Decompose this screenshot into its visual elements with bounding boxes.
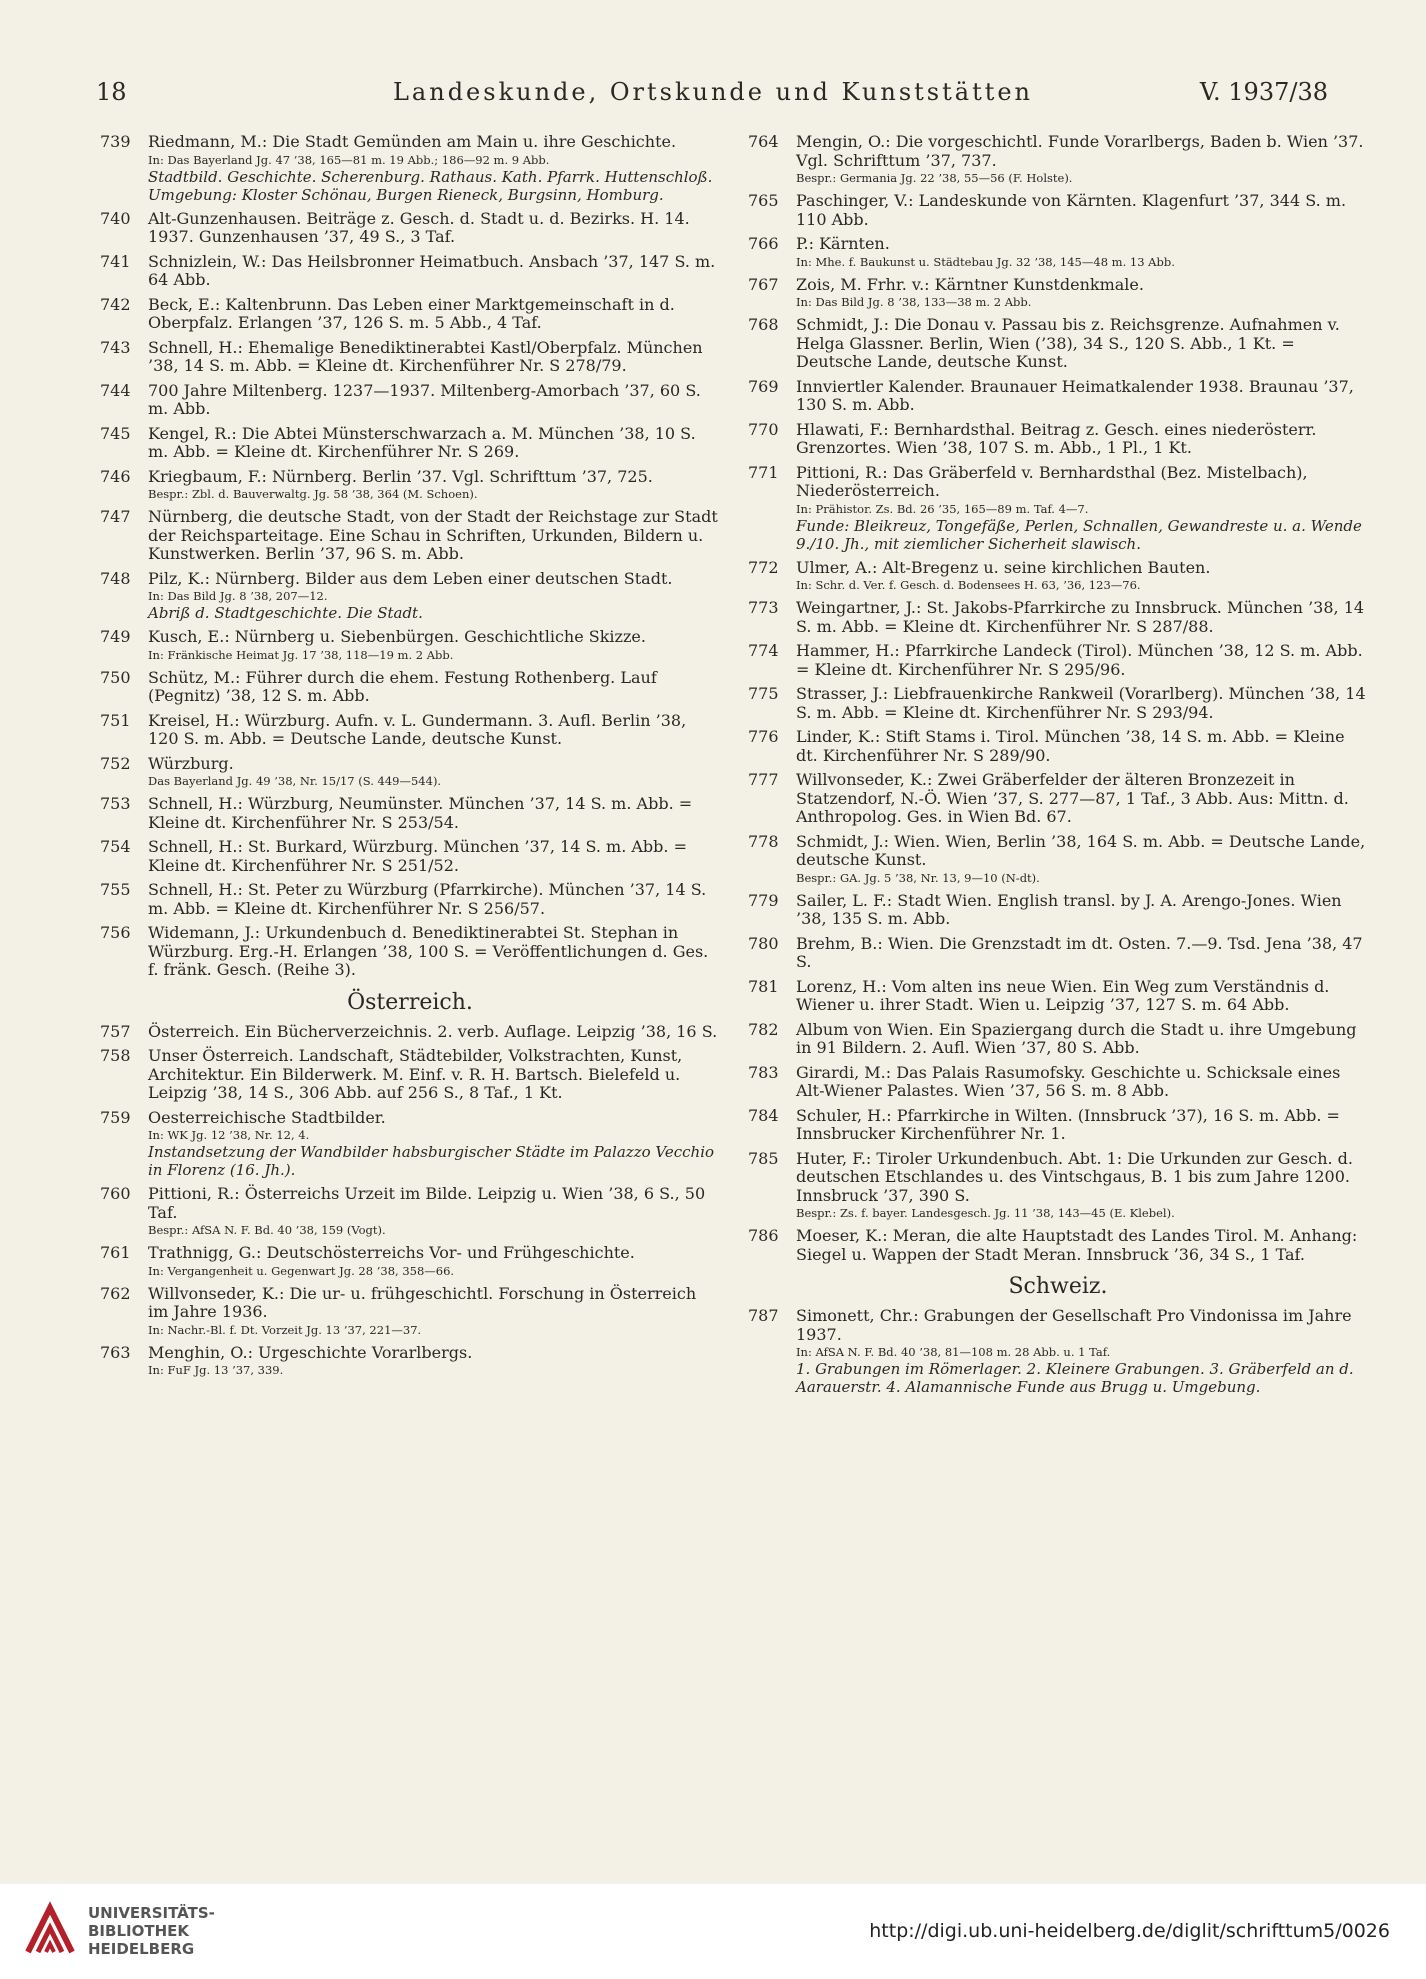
bibliography-entry <box>748 771 1368 827</box>
entry-number: 773 <box>748 598 779 617</box>
entry-number: 783 <box>748 1062 779 1082</box>
bibliography-entry <box>748 935 1368 972</box>
bibliography-entry <box>748 642 1368 679</box>
bibliography-entry <box>100 755 720 790</box>
entry-number: 778 <box>748 831 779 851</box>
bibliography-entry <box>748 1107 1368 1144</box>
entry-text: Ulmer, A.: Alt-Bregenz u. seine kirchlichen Bauten. <box>796 557 1211 577</box>
entry-text: Trathnigg, G.: Deutschösterreichs Vor- und Frühgeschichte. <box>148 1243 635 1262</box>
entry-number: 755 <box>100 880 131 899</box>
entry-number: 758 <box>100 1046 131 1065</box>
entry-text: Brehm, B.: Wien. Die Grenzstadt im dt. Osten. 7.—9. Tsd. Jena ’38, 47 S. <box>796 933 1363 971</box>
entry-source: Bespr.: Germania Jg. 22 ’38, 55—56 (F. Holste). <box>796 171 1073 185</box>
entry-number: 743 <box>100 337 131 357</box>
bibliography-entry <box>100 210 720 247</box>
entry-text: Schuler, H.: Pfarrkirche in Wilten. (Innsbruck ’37), 16 S. m. Abb. = Innsbrucker Kirchenführer Nr. 1. <box>796 1105 1340 1143</box>
entry-note: Funde: Bleikreuz, Tongefäße, Perlen, Schnallen, Gewandreste u. a. Wende 9./10. Jh., mit ziemlicher Sicherheit slawisch. <box>796 516 1362 553</box>
entry-text: Oesterreichische Stadtbilder. <box>148 1107 386 1127</box>
entry-number: 749 <box>100 627 131 646</box>
section-heading-switzerland: Schweiz. <box>1008 1274 1108 1299</box>
bibliography-entry <box>748 1021 1368 1058</box>
entry-text: Kusch, E.: Nürnberg u. Siebenbürgen. Geschichtliche Skizze. <box>148 627 646 646</box>
entry-text: Kreisel, H.: Würzburg. Aufn. v. L. Gundermann. 3. Aufl. Berlin ’38, 120 S. m. Abb. = Deutsche Lande, deutsche Kunst. <box>148 710 687 748</box>
entry-text: Kengel, R.: Die Abtei Münsterschwarzach a. M. München ’38, 10 S. m. Abb. = Kleine dt. Kirchenführer Nr. S 269. <box>148 423 696 461</box>
entry-text: Sailer, L. F.: Stadt Wien. English transl. by J. A. Arengo-Jones. Wien ’38, 135 S. m. Abb. <box>796 890 1342 928</box>
entry-text: Schnell, H.: St. Peter zu Würzburg (Pfarrkirche). München ’37, 14 S. m. Abb. = Kleine dt. Kirchenführer Nr. S 256/57. <box>148 880 707 918</box>
entry-text: Hammer, H.: Pfarrkirche Landeck (Tirol). München ’38, 12 S. m. Abb. = Kleine dt. Kirchenführer Nr. S 295/96. <box>796 641 1363 679</box>
bibliography-entry <box>748 192 1368 229</box>
volume-label: V. 1937/38 <box>1199 78 1328 106</box>
entry-number: 781 <box>748 976 779 996</box>
entry-text: Widemann, J.: Urkundenbuch d. Benediktinerabtei St. Stephan in Würzburg. Erg.-H. Erlangen ’38, 100 S. = Veröffentlichungen d. Ges. f. fränk. Gesch. (Reihe 3). <box>148 923 709 979</box>
right-entries <box>748 133 1368 1264</box>
entry-text: Pittioni, R.: Österreichs Urzeit im Bilde. Leipzig u. Wien ’38, 6 S., 50 Taf. <box>148 1184 706 1222</box>
bibliography-entry <box>748 1064 1368 1101</box>
entry-number: 741 <box>100 251 131 271</box>
entry-note: Instandsetzung der Wandbilder habsburgischer Städte im Palazzo Vecchio in Florenz (16. Jh.). <box>148 1143 715 1179</box>
entry-number: 760 <box>100 1184 131 1203</box>
bibliography-entry <box>100 382 720 419</box>
right-column <box>748 133 1368 1402</box>
entry-text: Linder, K.: Stift Stams i. Tirol. München ’38, 14 S. m. Abb. = Kleine dt. Kirchenführer Nr. S 289/90. <box>796 727 1345 765</box>
entry-number: 754 <box>100 837 131 856</box>
bibliography-entry <box>100 508 720 564</box>
entry-number: 750 <box>100 667 131 687</box>
entry-number: 740 <box>100 208 131 228</box>
bibliography-entry <box>100 253 720 290</box>
entry-number: 752 <box>100 753 131 773</box>
entry-text: Hlawati, F.: Bernhardsthal. Beitrag z. Gesch. eines niederösterr. Grenzortes. Wien ’38, 107 S. m. Abb., 1 Pl., 1 Kt. <box>796 419 1317 457</box>
entry-number: 768 <box>748 315 779 334</box>
entry-number: 784 <box>748 1105 779 1125</box>
entry-source: In: Mhe. f. Baukunst u. Städtebau Jg. 32 ’38, 145—48 m. 13 Abb. <box>796 254 1175 269</box>
entry-text: Österreich. Ein Bücherverzeichnis. 2. verb. Auflage. Leipzig ’38, 16 S. <box>148 1021 718 1041</box>
entry-number: 744 <box>100 380 131 400</box>
bibliography-entry <box>748 378 1368 415</box>
entry-text: Strasser, J.: Liebfrauenkirche Rankweil (Vorarlberg). München ’38, 14 S. m. Abb. = Kleine dt. Kirchenführer Nr. S 293/94. <box>796 684 1366 722</box>
bibliography-entry <box>748 833 1368 886</box>
bibliography-entry <box>748 599 1368 636</box>
entry-number: 764 <box>748 132 779 151</box>
bibliography-entry <box>748 276 1368 311</box>
left-entries <box>100 133 720 980</box>
bibliography-entry <box>748 978 1368 1015</box>
entry-source: In: Das Bild Jg. 8 ’38, 133—38 m. 2 Abb. <box>796 295 1032 309</box>
bibliography-entry <box>100 1285 720 1338</box>
entry-number: 765 <box>748 191 779 210</box>
bibliography-entry <box>100 1344 720 1379</box>
bibliography-entry <box>748 464 1368 553</box>
entry-number: 759 <box>100 1107 131 1127</box>
entry-note: 1. Grabungen im Römerlager. 2. Kleinere Grabungen. 3. Gräberfeld an d. Aarauerstr. 4. Alamannische Funde aus Brugg u. Umgebung. <box>796 1360 1354 1396</box>
bibliography-entry <box>100 1244 720 1279</box>
bibliography-entry <box>748 685 1368 722</box>
entry-text: Schmidt, J.: Wien. Wien, Berlin ’38, 164 S. m. Abb. = Deutsche Lande, deutsche Kunst. <box>796 831 1366 869</box>
entry-number: 751 <box>100 710 131 730</box>
entry-number: 782 <box>748 1019 779 1039</box>
bibliography-entry <box>100 1047 720 1103</box>
entry-text: Schnell, H.: Würzburg, Neumünster. München ’37, 14 S. m. Abb. = Kleine dt. Kirchenführer Nr. S 253/54. <box>148 794 693 832</box>
entry-text: Innviertler Kalender. Braunauer Heimatkalender 1938. Braunau ’37, 130 S. m. Abb. <box>796 376 1354 414</box>
entry-source: In: Das Bayerland Jg. 47 ’38, 165—81 m. 19 Abb.; 186—92 m. 9 Abb. <box>148 152 550 167</box>
entry-number: 777 <box>748 770 779 789</box>
right-entries-switzerland <box>748 1307 1368 1396</box>
entry-number: 748 <box>100 568 131 588</box>
entry-number: 766 <box>748 234 779 253</box>
entry-number: 762 <box>100 1283 131 1303</box>
entry-source: Bespr.: Zs. f. bayer. Landesgesch. Jg. 11 ’38, 143—45 (E. Klebel). <box>796 1206 1175 1220</box>
entry-text: Willvonseder, K.: Die ur- u. frühgeschichtl. Forschung in Österreich im Jahre 1936. <box>148 1283 697 1321</box>
entry-text: Mengin, O.: Die vorgeschichtl. Funde Vorarlbergs, Baden b. Wien ’37. Vgl. Schrifttum ’37, 737. <box>796 132 1364 170</box>
entry-text: Unser Österreich. Landschaft, Städtebilder, Volkstrachten, Kunst, Architektur. Ein Bilderwerk. M. Einf. v. R. H. Bartsch. Bielefeld u. Leipzig ’38, 14 S., 306 Abb. auf 256 S., 8 Taf., 1 Kt. <box>148 1046 683 1102</box>
entry-source: In: AfSA N. F. Bd. 40 ’38, 81—108 m. 28 Abb. u. 1 Taf. <box>796 1345 1111 1359</box>
entry-number: 774 <box>748 641 779 660</box>
entry-source: Bespr.: Zbl. d. Bauverwaltg. Jg. 58 ’38, 364 (M. Schoen). <box>148 487 478 501</box>
bibliography-entry <box>100 339 720 376</box>
entry-number: 785 <box>748 1148 779 1168</box>
entry-text: Schütz, M.: Führer durch die ehem. Festung Rothenberg. Lauf (Pegnitz) ’38, 12 S. m. Abb. <box>148 667 657 705</box>
entry-text: Würzburg. <box>148 753 234 773</box>
entry-source: In: Schr. d. Ver. f. Gesch. d. Bodensees H. 63, ’36, 123—76. <box>796 578 1141 592</box>
bibliography-entry <box>748 235 1368 270</box>
entry-text: Schnizlein, W.: Das Heilsbronner Heimatbuch. Ansbach ’37, 147 S. m. 64 Abb. <box>148 251 716 289</box>
entry-source: Bespr.: AfSA N. F. Bd. 40 ’38, 159 (Vogt). <box>148 1223 386 1237</box>
entry-number: 739 <box>100 132 131 151</box>
entry-source: In: Prähistor. Zs. Bd. 26 ’35, 165—89 m. Taf. 4—7. <box>796 501 1089 516</box>
bibliography-entry <box>748 316 1368 372</box>
entry-source: In: Nachr.-Bl. f. Dt. Vorzeit Jg. 13 ’37, 221—37. <box>148 1322 422 1337</box>
bibliography-entry <box>100 712 720 749</box>
entry-text: Pittioni, R.: Das Gräberfeld v. Bernhardsthal (Bez. Mistelbach), Niederösterreich. <box>796 462 1308 500</box>
library-name-line: HEIDELBERG <box>88 1940 195 1958</box>
source-url[interactable]: http://digi.ub.uni-heidelberg.de/diglit/schrifttum5/0026 <box>869 1920 1390 1942</box>
bibliography-entry <box>100 425 720 462</box>
entry-number: 747 <box>100 507 131 526</box>
entry-text: Weingartner, J.: St. Jakobs-Pfarrkirche zu Innsbruck. München ’38, 14 S. m. Abb. = Kleine dt. Kirchenführer Nr. S 287/88. <box>796 598 1365 636</box>
entry-text: Pilz, K.: Nürnberg. Bilder aus dem Leben einer deutschen Stadt. <box>148 568 673 588</box>
bibliography-entry <box>100 628 720 663</box>
entry-note: Abriß d. Stadtgeschichte. Die Stadt. <box>148 604 423 622</box>
page-number: 18 <box>96 78 127 106</box>
entry-number: 753 <box>100 794 131 813</box>
entry-number: 771 <box>748 462 779 482</box>
entry-text: Kriegbaum, F.: Nürnberg. Berlin ’37. Vgl. Schrifttum ’37, 725. <box>148 466 653 486</box>
bibliography-entry <box>748 133 1368 186</box>
entry-text: Schmidt, J.: Die Donau v. Passau bis z. Reichsgrenze. Aufnahmen v. Helga Glassner. Berlin, Wien (’38), 34 S., 120 S. Abb., 1 Kt. = Deutsche Lande, deutsche Kunst. <box>796 315 1340 371</box>
entry-note: Stadtbild. Geschichte. Scherenburg. Rathaus. Kath. Pfarrk. Huttenschloß. Umgebung: Kloster Schönau, Burgen Rieneck, Burgsinn, Homburg. <box>148 167 713 204</box>
bibliography-entry <box>100 795 720 832</box>
entry-text: Moeser, K.: Meran, die alte Hauptstadt des Landes Tirol. M. Anhang: Siegel u. Wappen der Stadt Meran. Innsbruck ’36, 34 S., 1 Taf. <box>796 1226 1358 1264</box>
entry-number: 779 <box>748 890 779 910</box>
entry-text: Lorenz, H.: Vom alten ins neue Wien. Ein Weg zum Verständnis d. Wiener u. ihrer Stadt. Wien u. Leipzig ’37, 127 S. m. 64 Abb. <box>796 976 1330 1014</box>
bibliography-entry <box>748 559 1368 594</box>
entry-source: Bespr.: GA. Jg. 5 ’38, Nr. 13, 9—10 (N-dt). <box>796 870 1040 885</box>
entry-text: Riedmann, M.: Die Stadt Gemünden am Main u. ihre Geschichte. <box>148 132 677 151</box>
entry-text: Schnell, H.: St. Burkard, Würzburg. München ’37, 14 S. m. Abb. = Kleine dt. Kirchenführer Nr. S 251/52. <box>148 837 687 875</box>
entry-number: 756 <box>100 923 131 942</box>
bibliography-entry <box>100 1023 720 1042</box>
bibliography-entry <box>100 924 720 980</box>
entry-number: 742 <box>100 294 131 314</box>
entry-source: In: Das Bild Jg. 8 ’38, 207—12. <box>148 589 328 603</box>
bibliography-entry <box>748 892 1368 929</box>
entry-number: 745 <box>100 423 131 443</box>
entry-text: Simonett, Chr.: Grabungen der Gesellschaft Pro Vindonissa im Jahre 1937. <box>796 1306 1352 1344</box>
bibliography-entry <box>748 1150 1368 1222</box>
bibliography-entry <box>100 1109 720 1180</box>
entry-text: Willvonseder, K.: Zwei Gräberfelder der älteren Bronzezeit in Statzendorf, N.-Ö. Wien ’37, S. 277—87, 1 Taf., 3 Abb. Aus: Mittn. d. Anthropolog. Ges. in Wien Bd. 67. <box>796 770 1349 826</box>
bibliography-entry <box>748 728 1368 765</box>
entry-source: In: WK Jg. 12 ’38, Nr. 12, 4. <box>148 1128 310 1142</box>
entry-text: Menghin, O.: Urgeschichte Vorarlbergs. <box>148 1342 473 1362</box>
entry-source: In: Vergangenheit u. Gegenwart Jg. 28 ’38, 358—66. <box>148 1263 455 1278</box>
bibliography-entry <box>100 1185 720 1238</box>
bibliography-entry <box>748 421 1368 458</box>
entry-text: Schnell, H.: Ehemalige Benediktinerabtei Kastl/Oberpfalz. München ’38, 14 S. m. Abb. = Kleine dt. Kirchenführer Nr. S 278/79. <box>148 337 703 375</box>
university-logo-icon <box>20 1900 80 1960</box>
entry-source: In: FuF Jg. 13 ’37, 339. <box>148 1363 284 1377</box>
entry-text: Zois, M. Frhr. v.: Kärntner Kunstdenkmale. <box>796 274 1144 294</box>
entry-text: Huter, F.: Tiroler Urkundenbuch. Abt. 1: Die Urkunden zur Gesch. d. deutschen Etschlandes u. des Vintschgaus, B. 1 bis zum Jahre 1200. Innsbruck ’37, 390 S. <box>796 1148 1354 1205</box>
running-title: Landeskunde, Ortskunde und Kunststätten <box>392 78 1034 106</box>
entry-number: 787 <box>748 1306 779 1325</box>
bibliography-entry <box>100 468 720 503</box>
entry-number: 761 <box>100 1243 131 1262</box>
left-entries-austria <box>100 1023 720 1379</box>
bibliography-entry <box>748 1307 1368 1396</box>
entry-number: 746 <box>100 466 131 486</box>
entry-text: Album von Wien. Ein Spaziergang durch die Stadt u. ihre Umgebung in 91 Bildern. 2. Aufl. Wien ’37, 80 S. Abb. <box>796 1019 1357 1057</box>
library-name-line: BIBLIOTHEK <box>88 1922 189 1940</box>
bibliography-entry <box>100 570 720 623</box>
entry-number: 786 <box>748 1226 779 1245</box>
bibliography-entry <box>100 838 720 875</box>
entry-source: Das Bayerland Jg. 49 ’38, Nr. 15/17 (S. 449—544). <box>148 774 442 788</box>
entry-text: Girardi, M.: Das Palais Rasumofsky. Geschichte u. Schicksale eines Alt-Wiener Palastes. Wien ’37, 56 S. m. 8 Abb. <box>796 1062 1341 1100</box>
entry-text: Alt-Gunzenhausen. Beiträge z. Gesch. d. Stadt u. d. Bezirks. H. 14. 1937. Gunzenhausen ’37, 49 S., 3 Taf. <box>148 208 690 246</box>
entry-number: 772 <box>748 557 779 577</box>
library-name-line: UNIVERSITÄTS- <box>88 1904 215 1922</box>
left-column <box>100 133 720 1384</box>
entry-source: In: Fränkische Heimat Jg. 17 ’38, 118—19 m. 2 Abb. <box>148 647 454 662</box>
bibliography-entry <box>100 133 720 204</box>
entry-number: 757 <box>100 1021 131 1041</box>
bibliography-entry <box>748 1227 1368 1264</box>
entry-text: P.: Kärnten. <box>796 234 890 253</box>
entry-text: Paschinger, V.: Landeskunde von Kärnten. Klagenfurt ’37, 344 S. m. 110 Abb. <box>796 191 1347 229</box>
section-heading-austria: Österreich. <box>347 989 473 1015</box>
bibliography-entry <box>100 669 720 706</box>
entry-number: 769 <box>748 376 779 396</box>
library-name <box>88 1904 215 1958</box>
entry-number: 780 <box>748 933 779 953</box>
viewer-footer <box>0 1884 1426 1979</box>
entry-text: 700 Jahre Miltenberg. 1237—1937. Miltenberg-Amorbach ’37, 60 S. m. Abb. <box>148 380 701 418</box>
entry-number: 767 <box>748 274 779 294</box>
entry-number: 770 <box>748 419 779 439</box>
entry-number: 763 <box>100 1342 131 1362</box>
entry-number: 776 <box>748 727 779 746</box>
entry-text: Nürnberg, die deutsche Stadt, von der Stadt der Reichstage zur Stadt der Reichsparteitage. Eine Schau in Schriften, Urkunden, Bildern u. Kunstwerken. Berlin ’37, 96 S. m. Abb. <box>148 507 718 563</box>
bibliography-entry <box>100 881 720 918</box>
entry-text: Beck, E.: Kaltenbrunn. Das Leben einer Marktgemeinschaft in d. Oberpfalz. Erlangen ’37, 126 S. m. 5 Abb., 4 Taf. <box>148 294 675 332</box>
bibliography-entry <box>100 296 720 333</box>
entry-number: 775 <box>748 684 779 703</box>
